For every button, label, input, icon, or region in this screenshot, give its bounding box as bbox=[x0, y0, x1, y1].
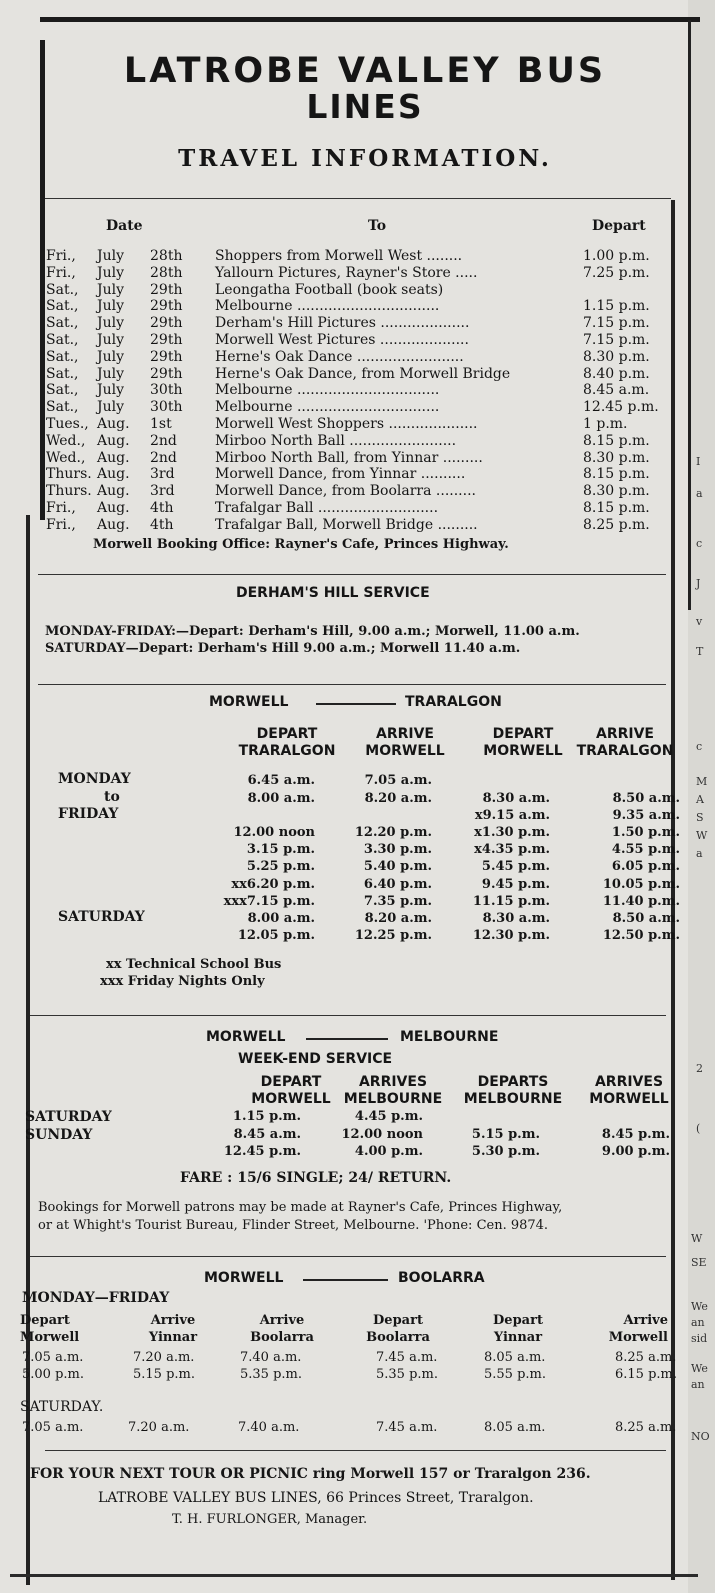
timetable-cell: 5.40 p.m. bbox=[363, 859, 432, 874]
travel-destination: Derham's Hill Pictures .................... bbox=[215, 315, 470, 332]
timetable-cell: 3.30 p.m. bbox=[363, 842, 432, 857]
boolarra-route-to: BOOLARRA bbox=[398, 1270, 485, 1286]
timetable-cell: xx6.20 p.m. bbox=[231, 877, 315, 892]
adjacent-column-strip bbox=[688, 0, 715, 1593]
saturday-label: SATURDAY. bbox=[20, 1399, 104, 1415]
timetable-cell: xxx7.15 p.m. bbox=[223, 894, 315, 909]
timetable-cell: 11.40 p.m. bbox=[602, 894, 680, 909]
column-header-line1: Arrive bbox=[623, 1313, 668, 1328]
travel-depart-time: 8.30 p.m. bbox=[583, 483, 650, 500]
margin-letter: We bbox=[691, 1362, 708, 1375]
timetable-cell: 1.50 p.m. bbox=[611, 825, 680, 840]
column-header-line1: DEPART bbox=[492, 726, 554, 742]
company-address: LATROBE VALLEY BUS LINES, 66 Princes Street, Traralgon. bbox=[98, 1490, 534, 1506]
travel-date: 28th bbox=[150, 248, 183, 264]
timetable-cell: 5.45 p.m. bbox=[481, 859, 550, 874]
timetable-cell: 11.15 p.m. bbox=[472, 894, 550, 909]
right-column-rule-upper bbox=[688, 20, 691, 610]
booking-info-line2: or at Whight's Tourist Bureau, Flinder Street, Melbourne. 'Phone: Cen. 9874. bbox=[38, 1218, 549, 1233]
column-header-line2: Yinnar bbox=[148, 1330, 198, 1345]
timetable-cell: 7.05 a.m. bbox=[22, 1350, 84, 1365]
travel-day: Fri., bbox=[46, 500, 76, 516]
timetable-cell: 5.30 p.m. bbox=[471, 1144, 540, 1159]
page-title-line2: LINES bbox=[306, 87, 424, 126]
timetable-cell: 8.50 a.m. bbox=[612, 911, 680, 926]
timetable-cell: 7.40 a.m. bbox=[240, 1350, 302, 1365]
monday-label: MONDAY bbox=[58, 771, 131, 787]
travel-month: July bbox=[97, 298, 125, 315]
travel-depart-time: 8.15 p.m. bbox=[583, 500, 650, 516]
travel-depart-time: 7.15 p.m. bbox=[583, 332, 650, 348]
timetable-cell: 8.05 a.m. bbox=[484, 1420, 546, 1435]
travel-depart-time: 7.25 p.m. bbox=[583, 264, 650, 281]
to-label: to bbox=[104, 789, 120, 805]
timetable-cell: 3.15 p.m. bbox=[246, 842, 315, 857]
saturday-label: SATURDAY bbox=[25, 1109, 112, 1125]
column-header-line1: DEPARTS bbox=[477, 1074, 549, 1090]
left-column-rule bbox=[40, 40, 45, 520]
margin-letter: sid bbox=[691, 1332, 708, 1345]
travel-depart-time: 1.15 p.m. bbox=[583, 298, 650, 315]
travel-destination: Morwell West Shoppers .................... bbox=[215, 416, 478, 432]
page-title: LATROBE VALLEY BUS bbox=[123, 51, 607, 91]
travel-date: 30th bbox=[150, 399, 183, 416]
margin-letter: A bbox=[696, 793, 704, 806]
route-dash bbox=[303, 1279, 388, 1281]
timetable-cell: 7.40 a.m. bbox=[238, 1420, 300, 1435]
travel-date: 30th bbox=[150, 382, 183, 399]
column-header-line2: Boolarra bbox=[366, 1330, 430, 1345]
travel-day: Fri., bbox=[46, 516, 76, 533]
travel-month: July bbox=[97, 365, 125, 382]
travel-day: Tues., bbox=[46, 416, 89, 432]
divider bbox=[38, 684, 666, 685]
timetable-cell: 5.25 p.m. bbox=[246, 859, 315, 874]
travel-depart-time: 8.25 p.m. bbox=[583, 516, 650, 533]
timetable-cell: 12.50 p.m. bbox=[602, 928, 680, 943]
margin-letter: SE bbox=[691, 1256, 707, 1269]
travel-depart-time: 8.40 p.m. bbox=[583, 365, 650, 382]
travel-depart-time: 8.30 p.m. bbox=[583, 449, 650, 466]
divider bbox=[38, 574, 666, 575]
timetable-cell: 7.20 a.m. bbox=[133, 1350, 195, 1365]
travel-day: Sat., bbox=[46, 399, 79, 416]
travel-month: July bbox=[97, 281, 125, 298]
travel-month: July bbox=[97, 332, 125, 348]
travel-date: 3rd bbox=[150, 466, 175, 483]
travel-depart-time: 12.45 p.m. bbox=[583, 399, 659, 416]
margin-letter: c bbox=[696, 740, 703, 753]
travel-destination: Melbourne ................................ bbox=[215, 399, 440, 416]
travel-date: 28th bbox=[150, 264, 183, 281]
travel-destination: Herne's Oak Dance ........................ bbox=[215, 348, 464, 365]
timetable-cell: 9.00 p.m. bbox=[601, 1144, 670, 1159]
column-header-line2: Morwell bbox=[608, 1330, 668, 1345]
travel-month: Aug. bbox=[97, 483, 130, 500]
margin-letter: We bbox=[691, 1300, 708, 1313]
travel-destination: Mirboo North Ball, from Yinnar ......... bbox=[215, 449, 483, 466]
travel-month: July bbox=[97, 348, 125, 365]
travel-destination: Melbourne ................................ bbox=[215, 382, 440, 399]
margin-letter: 2 bbox=[696, 1062, 703, 1075]
footnote-xx: xx Technical School Bus bbox=[106, 957, 282, 972]
travel-month: Aug. bbox=[97, 516, 130, 533]
saturday-label: SATURDAY bbox=[58, 909, 145, 925]
column-header-line2: MORWELL bbox=[589, 1091, 669, 1107]
timetable-cell: 12.25 p.m. bbox=[354, 928, 432, 943]
timetable-cell: 5.35 p.m. bbox=[376, 1367, 438, 1382]
travel-destination: Melbourne ................................ bbox=[215, 298, 440, 315]
timetable-cell: 12.05 p.m. bbox=[237, 928, 315, 943]
column-header-line1: DEPART bbox=[256, 726, 318, 742]
travel-depart-time: 7.15 p.m. bbox=[583, 315, 650, 332]
travel-day: Sat., bbox=[46, 365, 79, 382]
margin-letter: W bbox=[696, 829, 708, 842]
travel-destination: Herne's Oak Dance, from Morwell Bridge bbox=[215, 365, 511, 382]
timetable-cell: 12.00 noon bbox=[341, 1127, 423, 1142]
divider bbox=[45, 198, 671, 199]
travel-destination: Morwell Dance, from Boolarra ......... bbox=[215, 483, 476, 500]
travel-destination: Trafalgar Ball ........................... bbox=[215, 500, 439, 516]
margin-letter: c bbox=[696, 537, 703, 550]
margin-letter: W bbox=[691, 1232, 703, 1245]
melbourne-route-to: MELBOURNE bbox=[400, 1029, 499, 1045]
travel-month: July bbox=[97, 382, 125, 399]
timetable-cell: 7.20 a.m. bbox=[128, 1420, 190, 1435]
travel-date: 2nd bbox=[150, 432, 177, 449]
timetable-cell: x9.15 a.m. bbox=[474, 808, 550, 823]
traralgon-route-to: TRARALGON bbox=[405, 694, 502, 710]
weekday-label: MONDAY—FRIDAY bbox=[22, 1290, 170, 1306]
margin-letter: T bbox=[696, 645, 704, 658]
booking-office-note: Morwell Booking Office: Rayner's Cafe, Princes Highway. bbox=[93, 537, 509, 552]
column-header-line1: Arrive bbox=[259, 1313, 305, 1328]
timetable-cell: 5.15 p.m. bbox=[471, 1127, 540, 1142]
travel-day: Fri., bbox=[46, 264, 76, 281]
timetable-cell: 12.00 noon bbox=[233, 825, 315, 840]
margin-letter: a bbox=[696, 847, 703, 860]
travel-destination: Trafalgar Ball, Morwell Bridge ......... bbox=[215, 516, 478, 533]
timetable-cell: 1.15 p.m. bbox=[232, 1109, 301, 1124]
timetable-cell: 8.25 a.m. bbox=[615, 1420, 677, 1435]
column-header-line2: MORWELL bbox=[251, 1091, 331, 1107]
travel-depart-time: 8.30 p.m. bbox=[583, 348, 650, 365]
timetable-cell: 4.45 p.m. bbox=[354, 1109, 423, 1124]
travel-date: 29th bbox=[150, 315, 183, 332]
travel-destination: Mirboo North Ball ........................ bbox=[215, 432, 457, 449]
timetable-cell: 7.45 a.m. bbox=[376, 1350, 438, 1365]
travel-destination: Yallourn Pictures, Rayner's Store ..... bbox=[215, 264, 478, 281]
weekend-service-heading: WEEK-END SERVICE bbox=[238, 1051, 393, 1067]
travel-date: 3rd bbox=[150, 483, 175, 500]
timetable-cell: 4.00 p.m. bbox=[354, 1144, 423, 1159]
travel-date: 29th bbox=[150, 365, 183, 382]
margin-letter: an bbox=[691, 1378, 705, 1391]
divider bbox=[30, 1015, 666, 1016]
travel-destination: Morwell West Pictures .................... bbox=[215, 332, 469, 348]
column-header-line1: Depart bbox=[493, 1313, 543, 1328]
travel-month: Aug. bbox=[97, 449, 130, 466]
timetable-cell: 8.50 a.m. bbox=[612, 791, 680, 806]
travel-month: Aug. bbox=[97, 416, 130, 432]
travel-month: July bbox=[97, 264, 125, 281]
timetable-cell: 6.40 p.m. bbox=[363, 877, 432, 892]
top-rule bbox=[40, 17, 700, 22]
travel-month: Aug. bbox=[97, 466, 130, 483]
timetable-cell: 6.05 p.m. bbox=[611, 859, 680, 874]
timetable-cell: 8.30 a.m. bbox=[482, 791, 550, 806]
fare-line: FARE : 15/6 SINGLE; 24/ RETURN. bbox=[180, 1170, 452, 1186]
timetable-cell: x4.35 p.m. bbox=[474, 842, 550, 857]
margin-letter: S bbox=[696, 811, 704, 824]
margin-letter: M bbox=[696, 775, 708, 788]
travel-depart-time: 1.00 p.m. bbox=[583, 248, 650, 264]
column-header-line2: MELBOURNE bbox=[463, 1091, 563, 1107]
column-header-line1: ARRIVE bbox=[375, 726, 434, 742]
derham-hill-heading: DERHAM'S HILL SERVICE bbox=[236, 585, 430, 601]
travel-depart-time: 8.45 a.m. bbox=[583, 382, 650, 399]
travel-month: July bbox=[97, 315, 125, 332]
travel-day: Wed., bbox=[46, 449, 86, 466]
travel-month: Aug. bbox=[97, 500, 130, 516]
margin-letter: NO bbox=[691, 1430, 710, 1443]
travel-date: 29th bbox=[150, 281, 183, 298]
travel-day: Sat., bbox=[46, 298, 79, 315]
column-header-line2: TRARALGON bbox=[238, 743, 336, 759]
margin-letter: J bbox=[696, 577, 701, 590]
date-column-header: Date bbox=[106, 218, 143, 234]
travel-depart-time: 8.15 p.m. bbox=[583, 432, 650, 449]
timetable-cell: 9.35 a.m. bbox=[612, 808, 680, 823]
travel-day: Thurs. bbox=[46, 466, 92, 483]
timetable-cell: x1.30 p.m. bbox=[474, 825, 550, 840]
travel-month: Aug. bbox=[97, 432, 130, 449]
timetable-cell: 6.45 a.m. bbox=[247, 773, 315, 788]
timetable-cell: 8.45 p.m. bbox=[601, 1127, 670, 1142]
derham-weekday-times: MONDAY-FRIDAY:—Depart: Derham's Hill, 9.00 a.m.; Morwell, 11.00 a.m. bbox=[45, 624, 580, 639]
timetable-cell: 5.35 p.m. bbox=[240, 1367, 302, 1382]
route-dash bbox=[306, 1038, 388, 1040]
travel-date: 29th bbox=[150, 332, 183, 348]
timetable-cell: 7.45 a.m. bbox=[376, 1420, 438, 1435]
margin-letter: an bbox=[691, 1316, 705, 1329]
timetable-cell: 12.30 p.m. bbox=[472, 928, 550, 943]
travel-destination: Leongatha Football (book seats) bbox=[215, 281, 444, 298]
travel-depart-time: 1 p.m. bbox=[583, 416, 628, 432]
column-header-line1: Arrive bbox=[150, 1313, 196, 1328]
travel-month: July bbox=[97, 248, 125, 264]
boolarra-route-from: MORWELL bbox=[204, 1270, 284, 1286]
travel-day: Wed., bbox=[46, 432, 86, 449]
timetable-cell: 5.00 p.m. bbox=[22, 1367, 84, 1382]
travel-date: 29th bbox=[150, 348, 183, 365]
timetable-cell: 10.05 p.m. bbox=[602, 877, 680, 892]
timetable-cell: 12.45 p.m. bbox=[223, 1144, 301, 1159]
column-header-line2: Yinnar bbox=[493, 1330, 543, 1345]
timetable-cell: 8.25 a.m. bbox=[615, 1350, 677, 1365]
column-header-line2: Boolarra bbox=[250, 1330, 314, 1345]
route-dash bbox=[316, 703, 396, 705]
depart-column-header: Depart bbox=[592, 218, 646, 234]
travel-day: Sat., bbox=[46, 315, 79, 332]
timetable-cell: 8.30 a.m. bbox=[482, 911, 550, 926]
travel-day: Thurs. bbox=[46, 483, 92, 500]
travel-depart-time: 8.15 p.m. bbox=[583, 466, 650, 483]
travel-destination: Shoppers from Morwell West ........ bbox=[215, 248, 463, 264]
friday-label: FRIDAY bbox=[58, 806, 119, 822]
timetable-cell: 8.20 a.m. bbox=[364, 911, 432, 926]
travel-day: Fri., bbox=[46, 248, 76, 264]
margin-letter: ( bbox=[696, 1122, 701, 1135]
travel-day: Sat., bbox=[46, 332, 79, 348]
timetable-cell: 5.15 p.m. bbox=[133, 1367, 195, 1382]
timetable-cell: 8.05 a.m. bbox=[484, 1350, 546, 1365]
divider bbox=[45, 1450, 666, 1451]
timetable-cell: 8.00 a.m. bbox=[247, 791, 315, 806]
timetable-cell: 4.55 p.m. bbox=[611, 842, 680, 857]
timetable-cell: 8.00 a.m. bbox=[247, 911, 315, 926]
to-column-header: To bbox=[368, 218, 387, 234]
travel-date: 4th bbox=[150, 516, 174, 533]
bottom-rule bbox=[10, 1574, 698, 1577]
booking-info-line1: Bookings for Morwell patrons may be made at Rayner's Cafe, Princes Highway, bbox=[38, 1200, 563, 1215]
timetable-cell: 5.55 p.m. bbox=[484, 1367, 546, 1382]
margin-letter: I bbox=[696, 455, 701, 468]
timetable-cell: 8.45 a.m. bbox=[233, 1127, 301, 1142]
travel-destination: Morwell Dance, from Yinnar .......... bbox=[215, 466, 466, 483]
column-header-line2: MORWELL bbox=[483, 743, 563, 759]
column-header-line1: Depart bbox=[373, 1313, 423, 1328]
timetable-cell: 7.05 a.m. bbox=[364, 773, 432, 788]
travel-day: Sat., bbox=[46, 382, 79, 399]
travel-date: 29th bbox=[150, 298, 183, 315]
column-header-line1: ARRIVES bbox=[594, 1074, 664, 1090]
column-header-line2: MELBOURNE bbox=[343, 1091, 443, 1107]
column-header-line2: Morwell bbox=[20, 1330, 80, 1345]
timetable-cell: 6.15 p.m. bbox=[615, 1367, 677, 1382]
sunday-label: SUNDAY bbox=[25, 1127, 93, 1143]
column-header-line1: ARRIVES bbox=[358, 1074, 428, 1090]
margin-letter: v bbox=[696, 615, 703, 628]
column-header-line1: ARRIVE bbox=[595, 726, 654, 742]
travel-info-heading: TRAVEL INFORMATION. bbox=[178, 145, 552, 172]
travel-day: Sat., bbox=[46, 281, 79, 298]
timetable-cell: 8.20 a.m. bbox=[364, 791, 432, 806]
timetable-cell: 7.35 p.m. bbox=[363, 894, 432, 909]
column-header-line2: MORWELL bbox=[365, 743, 445, 759]
column-header-line1: DEPART bbox=[260, 1074, 322, 1090]
margin-letter: a bbox=[696, 487, 703, 500]
derham-saturday-times: SATURDAY—Depart: Derham's Hill 9.00 a.m.; Morwell 11.40 a.m. bbox=[45, 641, 521, 656]
column-header-line2: TRARALGON bbox=[576, 743, 674, 759]
travel-date: 2nd bbox=[150, 449, 177, 466]
timetable-cell: 7.05 a.m. bbox=[22, 1420, 84, 1435]
tour-picnic-line: FOR YOUR NEXT TOUR OR PICNIC ring Morwell 157 or Traralgon 236. bbox=[30, 1466, 591, 1482]
footnote-xxx: xxx Friday Nights Only bbox=[100, 974, 265, 989]
melbourne-route-from: MORWELL bbox=[206, 1029, 286, 1045]
travel-month: July bbox=[97, 399, 125, 416]
travel-day: Sat., bbox=[46, 348, 79, 365]
travel-date: 1st bbox=[150, 416, 172, 432]
column-header-line1: Depart bbox=[20, 1313, 70, 1328]
travel-date: 4th bbox=[150, 500, 174, 516]
timetable-cell: 9.45 p.m. bbox=[481, 877, 550, 892]
divider bbox=[30, 1256, 666, 1257]
manager-line: T. H. FURLONGER, Manager. bbox=[172, 1512, 368, 1527]
traralgon-route-from: MORWELL bbox=[209, 694, 289, 710]
timetable-cell: 12.20 p.m. bbox=[354, 825, 432, 840]
